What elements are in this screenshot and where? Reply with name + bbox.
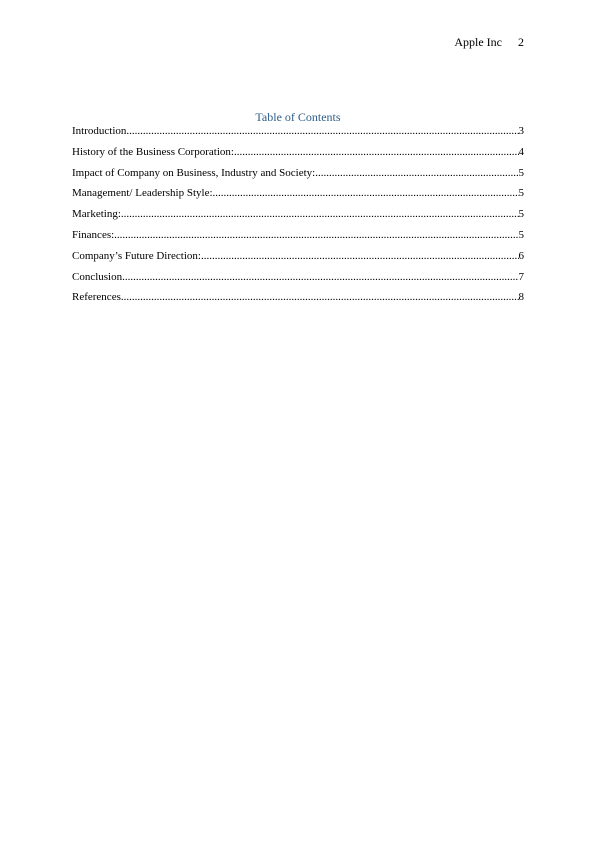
toc-entry[interactable] — [72, 146, 524, 167]
toc-entry-title: Introduction — [72, 125, 127, 137]
dot-leader — [121, 291, 519, 303]
toc-entry-title: Conclusion — [72, 270, 123, 283]
toc-entry-page: 8 — [518, 291, 524, 304]
toc-entry[interactable] — [72, 291, 524, 312]
dot-leader — [213, 187, 519, 199]
toc-entry[interactable] — [72, 250, 524, 271]
toc-entry[interactable] — [72, 187, 524, 208]
table-of-contents — [72, 125, 524, 312]
toc-entry-page: 5 — [518, 187, 524, 200]
page-header — [454, 35, 524, 50]
toc-entry[interactable] — [72, 271, 524, 292]
running-head: Apple Inc — [454, 35, 502, 49]
toc-entry[interactable] — [72, 167, 524, 188]
toc-title: Table of Contents — [255, 110, 341, 124]
toc-entry-title: Marketing: — [72, 208, 121, 221]
toc-entry-title: Finances: — [72, 228, 115, 241]
dot-leader — [122, 271, 518, 283]
toc-entry-page: 5 — [518, 228, 524, 241]
toc-entry-title: History of the Business Corporation: — [72, 145, 234, 158]
toc-entry-page: 6 — [518, 249, 524, 262]
toc-entry-title: Impact of Company on Business, Industry and Society: — [72, 166, 316, 179]
toc-entry[interactable] — [72, 125, 524, 146]
dot-leader — [201, 250, 519, 262]
dot-leader — [114, 229, 518, 241]
toc-entry-title: Company’s Future Direction: — [72, 249, 201, 262]
page-number: 2 — [518, 35, 524, 49]
toc-entry-page: 7 — [518, 270, 524, 283]
toc-entry-page: 5 — [518, 166, 524, 179]
toc-entry-page: 5 — [518, 208, 524, 221]
toc-entry-page: 4 — [518, 145, 524, 158]
toc-entry-title: References — [72, 291, 121, 304]
toc-entry[interactable] — [72, 229, 524, 250]
toc-entry-page: 3 — [518, 125, 524, 137]
dot-leader — [121, 208, 519, 220]
dot-leader — [315, 167, 518, 179]
toc-entry-title: Management/ Leadership Style: — [72, 187, 213, 200]
dot-leader — [234, 146, 519, 158]
dot-leader — [126, 125, 518, 137]
toc-entry[interactable] — [72, 208, 524, 229]
